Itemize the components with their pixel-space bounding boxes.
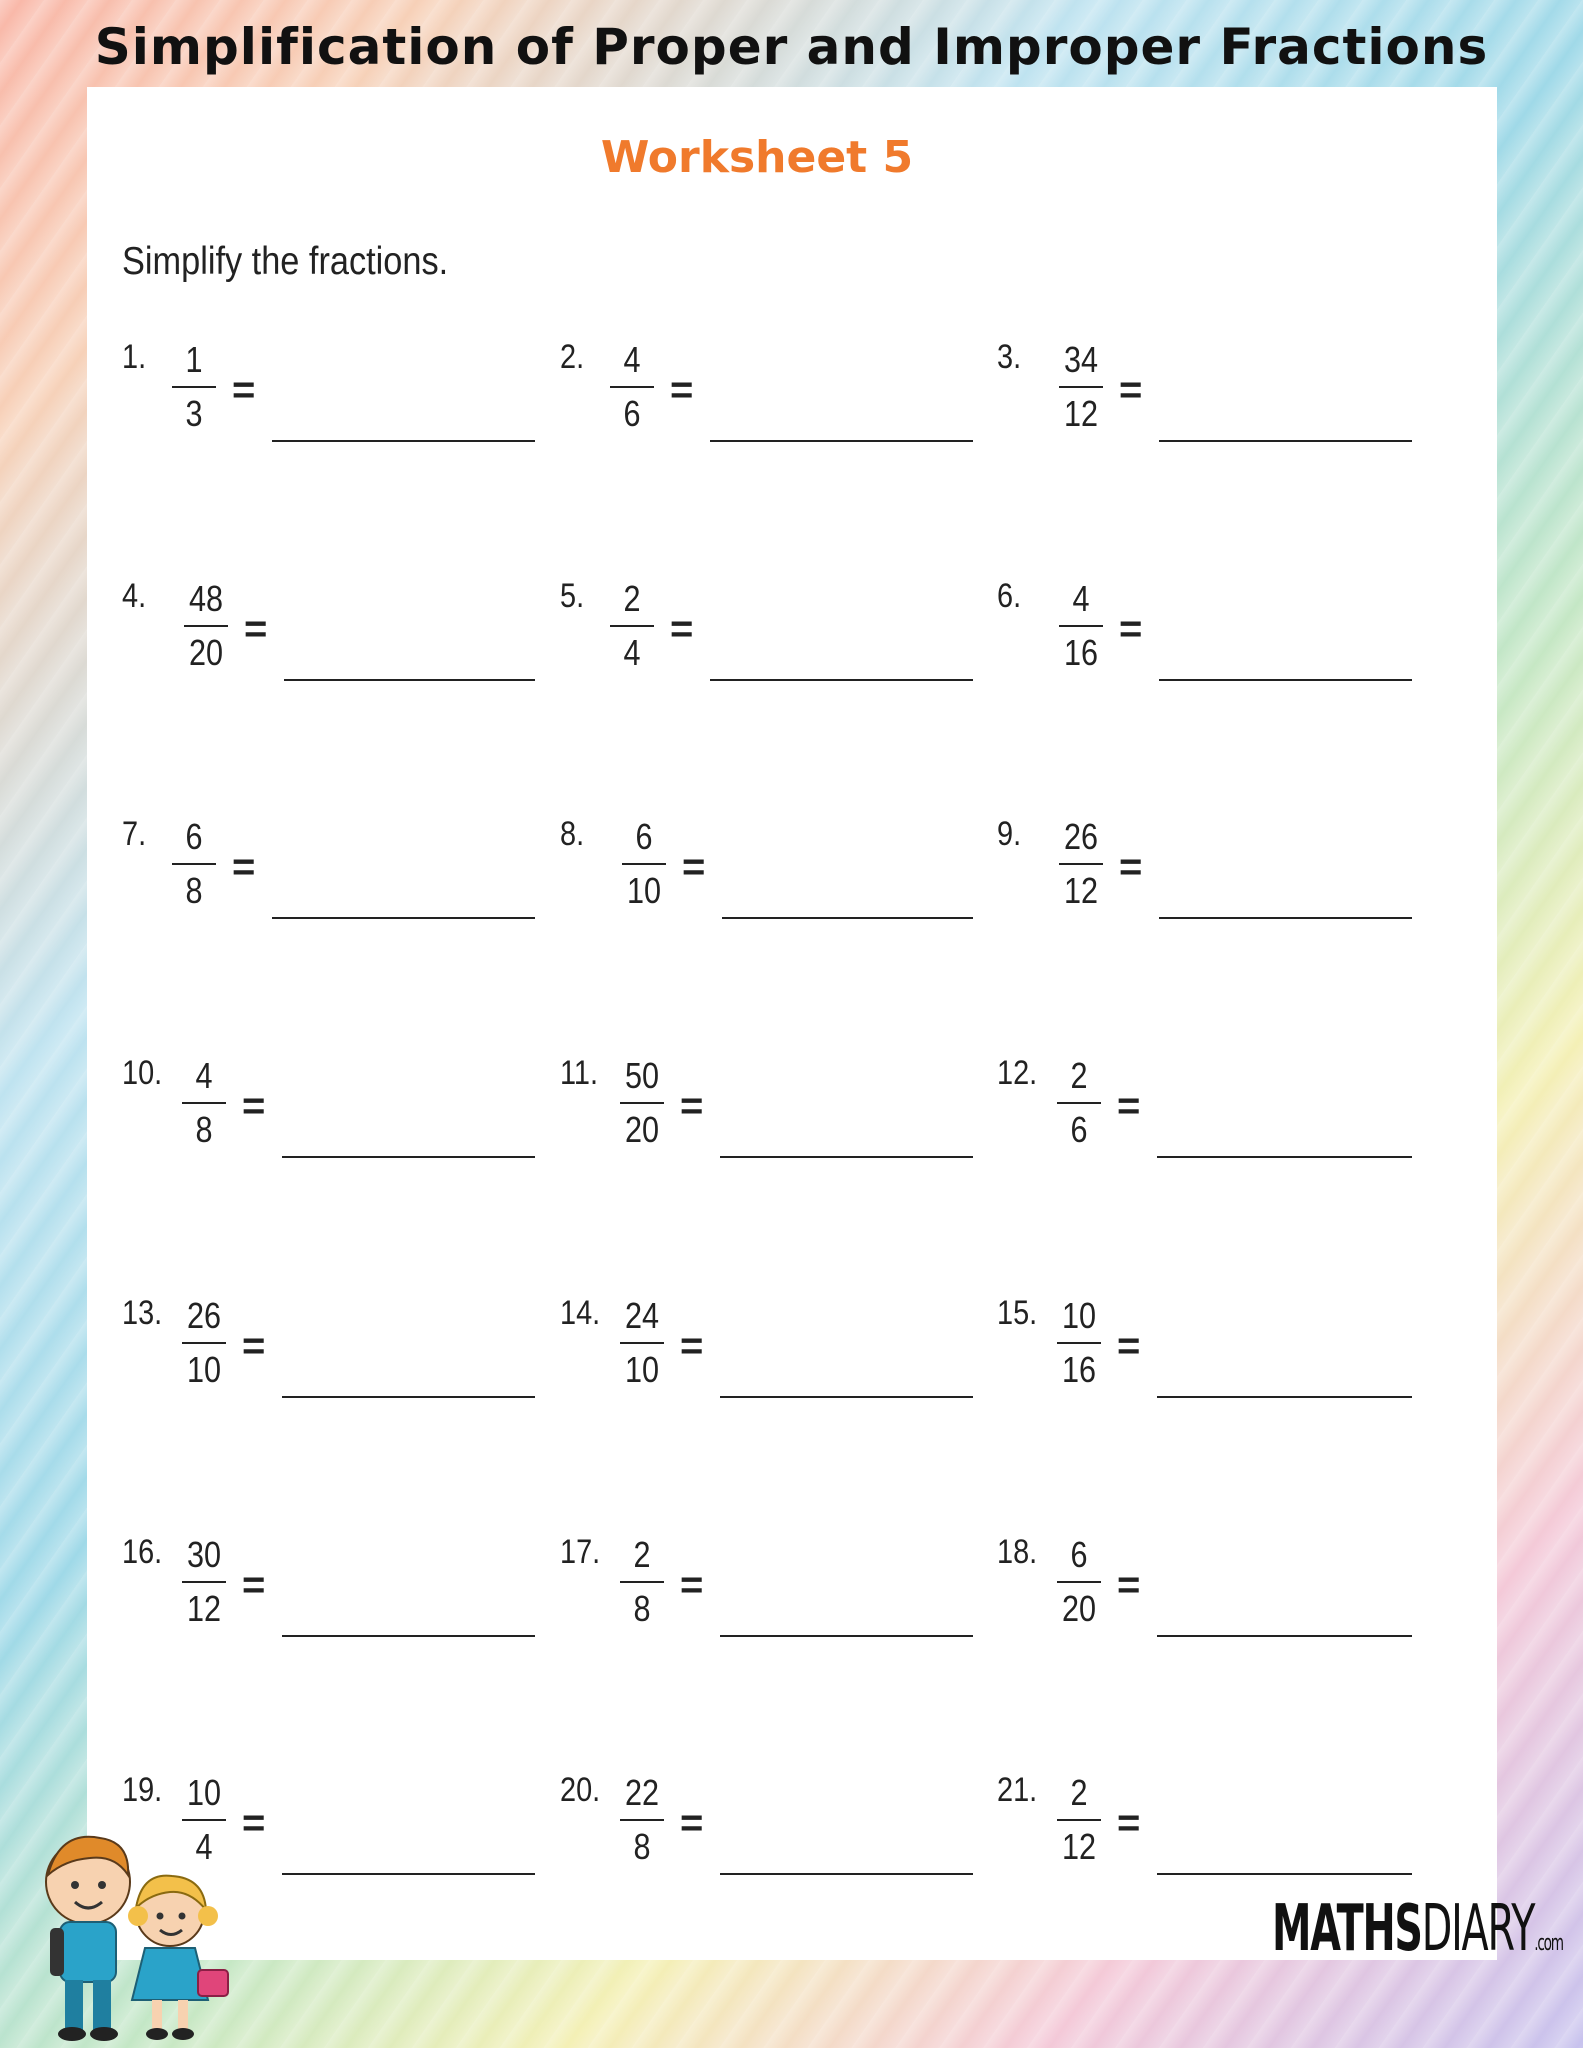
denominator: 8 (633, 1588, 651, 1629)
problem-item (560, 1294, 980, 1414)
denominator: 10 (186, 1349, 222, 1390)
fraction (1057, 815, 1105, 913)
problem-number: 5. (560, 577, 585, 615)
denominator: 4 (623, 632, 641, 673)
denominator: 16 (1061, 1349, 1097, 1390)
problem-number: 15. (997, 1294, 1038, 1332)
equals-sign: = (680, 1084, 704, 1128)
problem-number: 9. (997, 815, 1022, 853)
fraction (608, 338, 656, 436)
denominator: 10 (626, 870, 662, 911)
answer-line[interactable] (1157, 1635, 1412, 1637)
numerator: 2 (1070, 1772, 1088, 1813)
denominator: 3 (185, 393, 203, 434)
fraction-bar (182, 1581, 226, 1583)
fraction (180, 1054, 228, 1152)
fraction (170, 338, 218, 436)
fraction-bar (1057, 1819, 1101, 1821)
equals-sign: = (242, 1563, 266, 1607)
fraction (618, 1294, 666, 1392)
problem-number: 7. (122, 815, 147, 853)
denominator: 12 (1063, 393, 1099, 434)
numerator: 10 (186, 1772, 222, 1813)
answer-line[interactable] (1159, 917, 1412, 919)
fraction (1055, 1771, 1103, 1869)
numerator: 26 (186, 1295, 222, 1336)
answer-line[interactable] (284, 679, 535, 681)
numerator: 50 (624, 1055, 660, 1096)
equals-sign: = (1119, 368, 1143, 412)
denominator: 8 (195, 1109, 213, 1150)
numerator: 4 (195, 1055, 213, 1096)
problem-number: 20. (560, 1771, 601, 1809)
numerator: 26 (1063, 816, 1099, 857)
denominator: 4 (195, 1826, 213, 1867)
denominator: 16 (1063, 632, 1099, 673)
numerator: 2 (623, 578, 641, 619)
problem-item (997, 1294, 1417, 1414)
answer-line[interactable] (720, 1873, 973, 1875)
equals-sign: = (680, 1324, 704, 1368)
instruction-text: Simplify the fractions. (122, 240, 449, 283)
problem-item (560, 1533, 980, 1653)
equals-sign: = (1117, 1084, 1141, 1128)
numerator: 2 (1070, 1055, 1088, 1096)
problem-item (122, 577, 542, 697)
equals-sign: = (1119, 845, 1143, 889)
answer-line[interactable] (722, 917, 973, 919)
answer-line[interactable] (710, 440, 973, 442)
fraction-bar (620, 1819, 664, 1821)
fraction (1055, 1054, 1103, 1152)
fraction (1055, 1533, 1103, 1631)
numerator: 4 (623, 339, 641, 380)
logo-part-2: DIARY (1421, 1892, 1535, 1966)
answer-line[interactable] (710, 679, 973, 681)
answer-line[interactable] (282, 1873, 535, 1875)
fraction-bar (1059, 625, 1103, 627)
fraction (1057, 577, 1105, 675)
problem-item (560, 1771, 980, 1891)
logo-part-3: .com (1534, 1931, 1563, 1956)
problem-number: 2. (560, 338, 585, 376)
problem-item (560, 1054, 980, 1174)
problem-number: 17. (560, 1533, 601, 1571)
answer-line[interactable] (1159, 679, 1412, 681)
problem-item (560, 815, 980, 935)
denominator: 6 (623, 393, 641, 434)
problem-item (122, 338, 542, 458)
equals-sign: = (232, 845, 256, 889)
problem-item (997, 338, 1417, 458)
problem-number: 13. (122, 1294, 163, 1332)
equals-sign: = (1117, 1563, 1141, 1607)
problem-item (122, 815, 542, 935)
answer-line[interactable] (1157, 1156, 1412, 1158)
answer-line[interactable] (720, 1635, 973, 1637)
numerator: 2 (633, 1534, 651, 1575)
worksheet-subtitle: Worksheet 5 (600, 132, 914, 183)
fraction (1057, 338, 1105, 436)
problem-number: 12. (997, 1054, 1038, 1092)
numerator: 6 (185, 816, 203, 857)
denominator: 8 (185, 870, 203, 911)
problem-number: 18. (997, 1533, 1038, 1571)
numerator: 4 (1072, 578, 1090, 619)
problem-item (997, 577, 1417, 697)
fraction-bar (620, 1342, 664, 1344)
numerator: 6 (635, 816, 653, 857)
numerator: 24 (624, 1295, 660, 1336)
fraction-bar (610, 386, 654, 388)
fraction (618, 1054, 666, 1152)
fraction (618, 1533, 666, 1631)
problem-number: 11. (560, 1054, 599, 1092)
problem-number: 19. (122, 1771, 163, 1809)
fraction-bar (610, 625, 654, 627)
kids-illustration (20, 1820, 240, 2045)
problem-item (122, 1533, 542, 1653)
denominator: 20 (188, 632, 224, 673)
fraction-bar (1057, 1342, 1101, 1344)
answer-line[interactable] (1157, 1873, 1412, 1875)
fraction-bar (620, 1102, 664, 1104)
equals-sign: = (232, 368, 256, 412)
fraction-bar (622, 863, 666, 865)
denominator: 8 (633, 1826, 651, 1867)
fraction-bar (1059, 386, 1103, 388)
answer-line[interactable] (1157, 1396, 1412, 1398)
fraction-bar (184, 625, 228, 627)
fraction-bar (1057, 1102, 1101, 1104)
fraction (620, 815, 668, 913)
fraction (1055, 1294, 1103, 1392)
equals-sign: = (244, 607, 268, 651)
page-title: Simplification of Proper and Improper Fractions (94, 18, 1489, 76)
equals-sign: = (670, 368, 694, 412)
answer-line[interactable] (282, 1635, 535, 1637)
problem-number: 14. (560, 1294, 601, 1332)
denominator: 12 (1061, 1826, 1097, 1867)
problem-item (997, 815, 1417, 935)
equals-sign: = (1117, 1801, 1141, 1845)
equals-sign: = (242, 1084, 266, 1128)
problem-number: 4. (122, 577, 147, 615)
logo-part-1: MATHS (1272, 1892, 1422, 1966)
brand-logo (1272, 1894, 1563, 1979)
fraction-bar (182, 1102, 226, 1104)
equals-sign: = (242, 1324, 266, 1368)
fraction (608, 577, 656, 675)
problem-number: 16. (122, 1533, 163, 1571)
problem-number: 8. (560, 815, 585, 853)
fraction (180, 1533, 228, 1631)
problem-number: 21. (997, 1771, 1038, 1809)
problem-item (997, 1771, 1417, 1891)
answer-line[interactable] (282, 1156, 535, 1158)
problem-item (122, 1294, 542, 1414)
equals-sign: = (1119, 607, 1143, 651)
problem-item (560, 577, 980, 697)
fraction (170, 815, 218, 913)
numerator: 22 (624, 1772, 660, 1813)
fraction (180, 1294, 228, 1392)
problem-number: 6. (997, 577, 1022, 615)
problem-item (997, 1054, 1417, 1174)
denominator: 6 (1070, 1109, 1088, 1150)
denominator: 20 (624, 1109, 660, 1150)
equals-sign: = (680, 1563, 704, 1607)
numerator: 1 (185, 339, 203, 380)
fraction-bar (620, 1581, 664, 1583)
numerator: 30 (186, 1534, 222, 1575)
answer-line[interactable] (1159, 440, 1412, 442)
equals-sign: = (682, 845, 706, 889)
equals-sign: = (1117, 1324, 1141, 1368)
equals-sign: = (242, 1801, 266, 1845)
answer-line[interactable] (720, 1396, 973, 1398)
fraction-bar (1057, 1581, 1101, 1583)
equals-sign: = (670, 607, 694, 651)
problem-item (122, 1054, 542, 1174)
fraction (618, 1771, 666, 1869)
fraction (182, 577, 230, 675)
fraction-bar (1059, 863, 1103, 865)
problem-number: 3. (997, 338, 1022, 376)
answer-line[interactable] (720, 1156, 973, 1158)
numerator: 34 (1063, 339, 1099, 380)
problem-number: 1. (122, 338, 147, 376)
problem-number: 10. (122, 1054, 163, 1092)
equals-sign: = (680, 1801, 704, 1845)
denominator: 10 (624, 1349, 660, 1390)
problem-item (560, 338, 980, 458)
numerator: 48 (188, 578, 224, 619)
denominator: 12 (186, 1588, 222, 1629)
denominator: 20 (1061, 1588, 1097, 1629)
fraction-bar (172, 386, 216, 388)
denominator: 12 (1063, 870, 1099, 911)
fraction-bar (182, 1342, 226, 1344)
numerator: 6 (1070, 1534, 1088, 1575)
answer-line[interactable] (272, 440, 535, 442)
numerator: 10 (1061, 1295, 1097, 1336)
fraction-bar (172, 863, 216, 865)
problem-item (997, 1533, 1417, 1653)
answer-line[interactable] (272, 917, 535, 919)
answer-line[interactable] (282, 1396, 535, 1398)
